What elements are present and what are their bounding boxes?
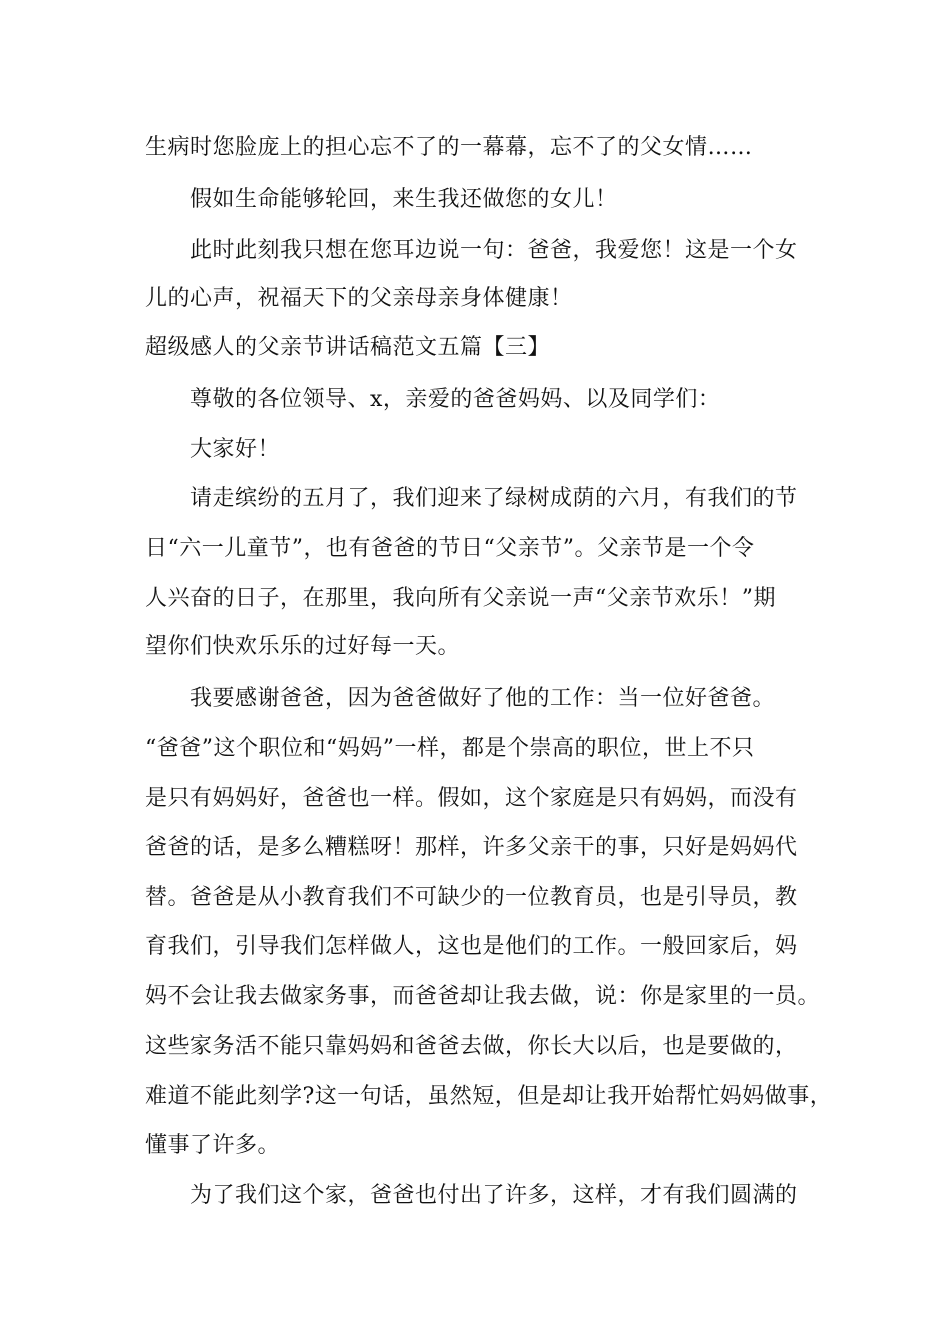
text-line-greeting: 大家好！	[190, 437, 281, 462]
text-line-1: 生病时您脸庞上的担心忘不了的一幕幕，忘不了的父女情……	[145, 135, 753, 160]
text-line-3: 此时此刻我只想在您耳边说一句：爸爸，我爱您！这是一个女	[190, 238, 798, 263]
text-line-16: 替。爸爸是从小教育我们不可缺少的一位教育员，也是引导员，教	[145, 885, 798, 910]
text-line-22: 为了我们这个家，爸爸也付出了许多，这样，才有我们圆满的	[190, 1183, 798, 1208]
text-line-19: 这些家务活不能只靠妈妈和爸爸去做，你长大以后，也是要做的，	[145, 1034, 798, 1059]
text-line-21: 懂事了许多。	[145, 1133, 281, 1158]
text-line-17: 育我们，引导我们怎样做人，这也是他们的工作。一般回家后，妈	[145, 934, 798, 959]
text-line-2: 假如生命能够轮回，来生我还做您的女儿！	[190, 187, 618, 212]
text-line-salutation: 尊敬的各位领导、x，亲爱的爸爸妈妈、以及同学们：	[190, 387, 721, 412]
text-line-9: 日“六一儿童节”，也有爸爸的节日“父亲节”。父亲节是一个令	[145, 536, 755, 561]
section-heading: 超级感人的父亲节讲话稿范文五篇【三】	[145, 335, 551, 360]
text-line-11: 望你们快欢乐乐的过好每一天。	[145, 634, 461, 659]
text-line-12: 我要感谢爸爸，因为爸爸做好了他的工作：当一位好爸爸。	[190, 686, 776, 711]
text-line-14: 是只有妈妈好，爸爸也一样。假如，这个家庭是只有妈妈，而没有	[145, 786, 798, 811]
text-line-4: 儿的心声，祝福天下的父亲母亲身体健康！	[145, 286, 573, 311]
text-line-8: 请走缤纷的五月了，我们迎来了绿树成荫的六月，有我们的节	[190, 486, 798, 511]
text-line-13: “爸爸”这个职位和“妈妈”一样，都是个崇高的职位，世上不只	[145, 736, 755, 761]
text-line-18: 妈不会让我去做家务事，而爸爸却让我去做，说：你是家里的一员。	[145, 984, 821, 1009]
text-line-15: 爸爸的话，是多么糟糕呀！那样，许多父亲干的事，只好是妈妈代	[145, 835, 798, 860]
text-line-20: 难道不能此刻学?这一句话，虽然短，但是却让我开始帮忙妈妈做事，	[145, 1084, 833, 1109]
text-line-10: 人兴奋的日子，在那里，我向所有父亲说一声“父亲节欢乐！”期	[145, 586, 776, 611]
